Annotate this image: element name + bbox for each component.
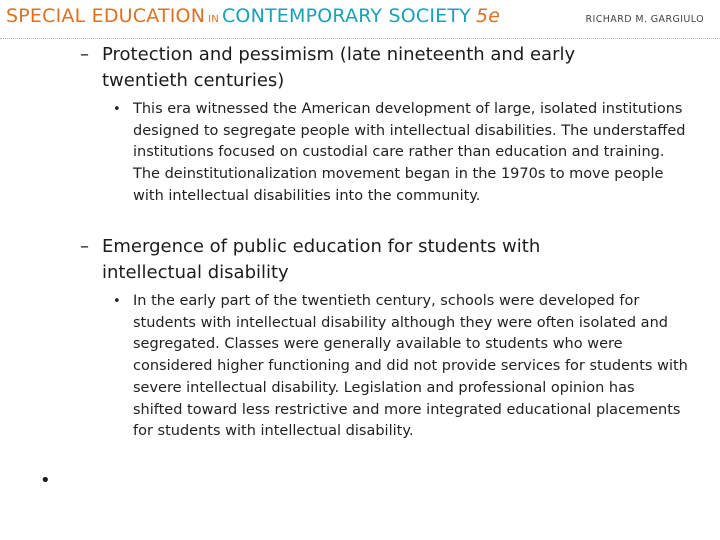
section-heading-text: Protection and pessimism (late nineteenth and early twentieth centuries)	[102, 44, 576, 91]
section-detail-public-education	[113, 291, 688, 443]
title-part-contemporary-society: CONTEMPORARY SOCIETY	[221, 5, 471, 27]
title-part-special-education: SPECIAL EDUCATION	[6, 5, 206, 27]
section-detail-text: This era witnessed the American development of large, isolated institutions designed to segregate people with intellectual disabilities. The understaffed institutions focused on custodial care rather than education and training. The deinstitutionalization movement began in the 1970s to move people with intellectual disabilities into the community.	[133, 101, 686, 204]
bullet-marker: •	[113, 102, 121, 117]
section-detail-text: In the early part of the twentieth century, schools were developed for students with intellectual disability although they were often isolated and segregated. Classes were generally available to students who were considered higher functioning and did not provide services for students with severe intellectual disability. Legislation and professional opinion has shifted toward less restrictive and more integrated educational placements for students with intellectual disability.	[133, 293, 688, 440]
dash-marker: –	[80, 44, 89, 65]
title-part-in: IN	[208, 14, 219, 25]
empty-bullet: •	[40, 470, 51, 491]
dash-marker: –	[80, 236, 89, 257]
section-heading-public-education	[80, 234, 640, 286]
section-heading-text: Emergence of public education for students with intellectual disability	[102, 236, 541, 283]
author-name: RICHARD M. GARGIULO	[585, 14, 704, 25]
edition-label: 5e	[475, 5, 501, 27]
bullet-marker: •	[113, 294, 121, 309]
section-detail-protection	[113, 99, 688, 208]
section-heading-protection	[80, 42, 640, 94]
